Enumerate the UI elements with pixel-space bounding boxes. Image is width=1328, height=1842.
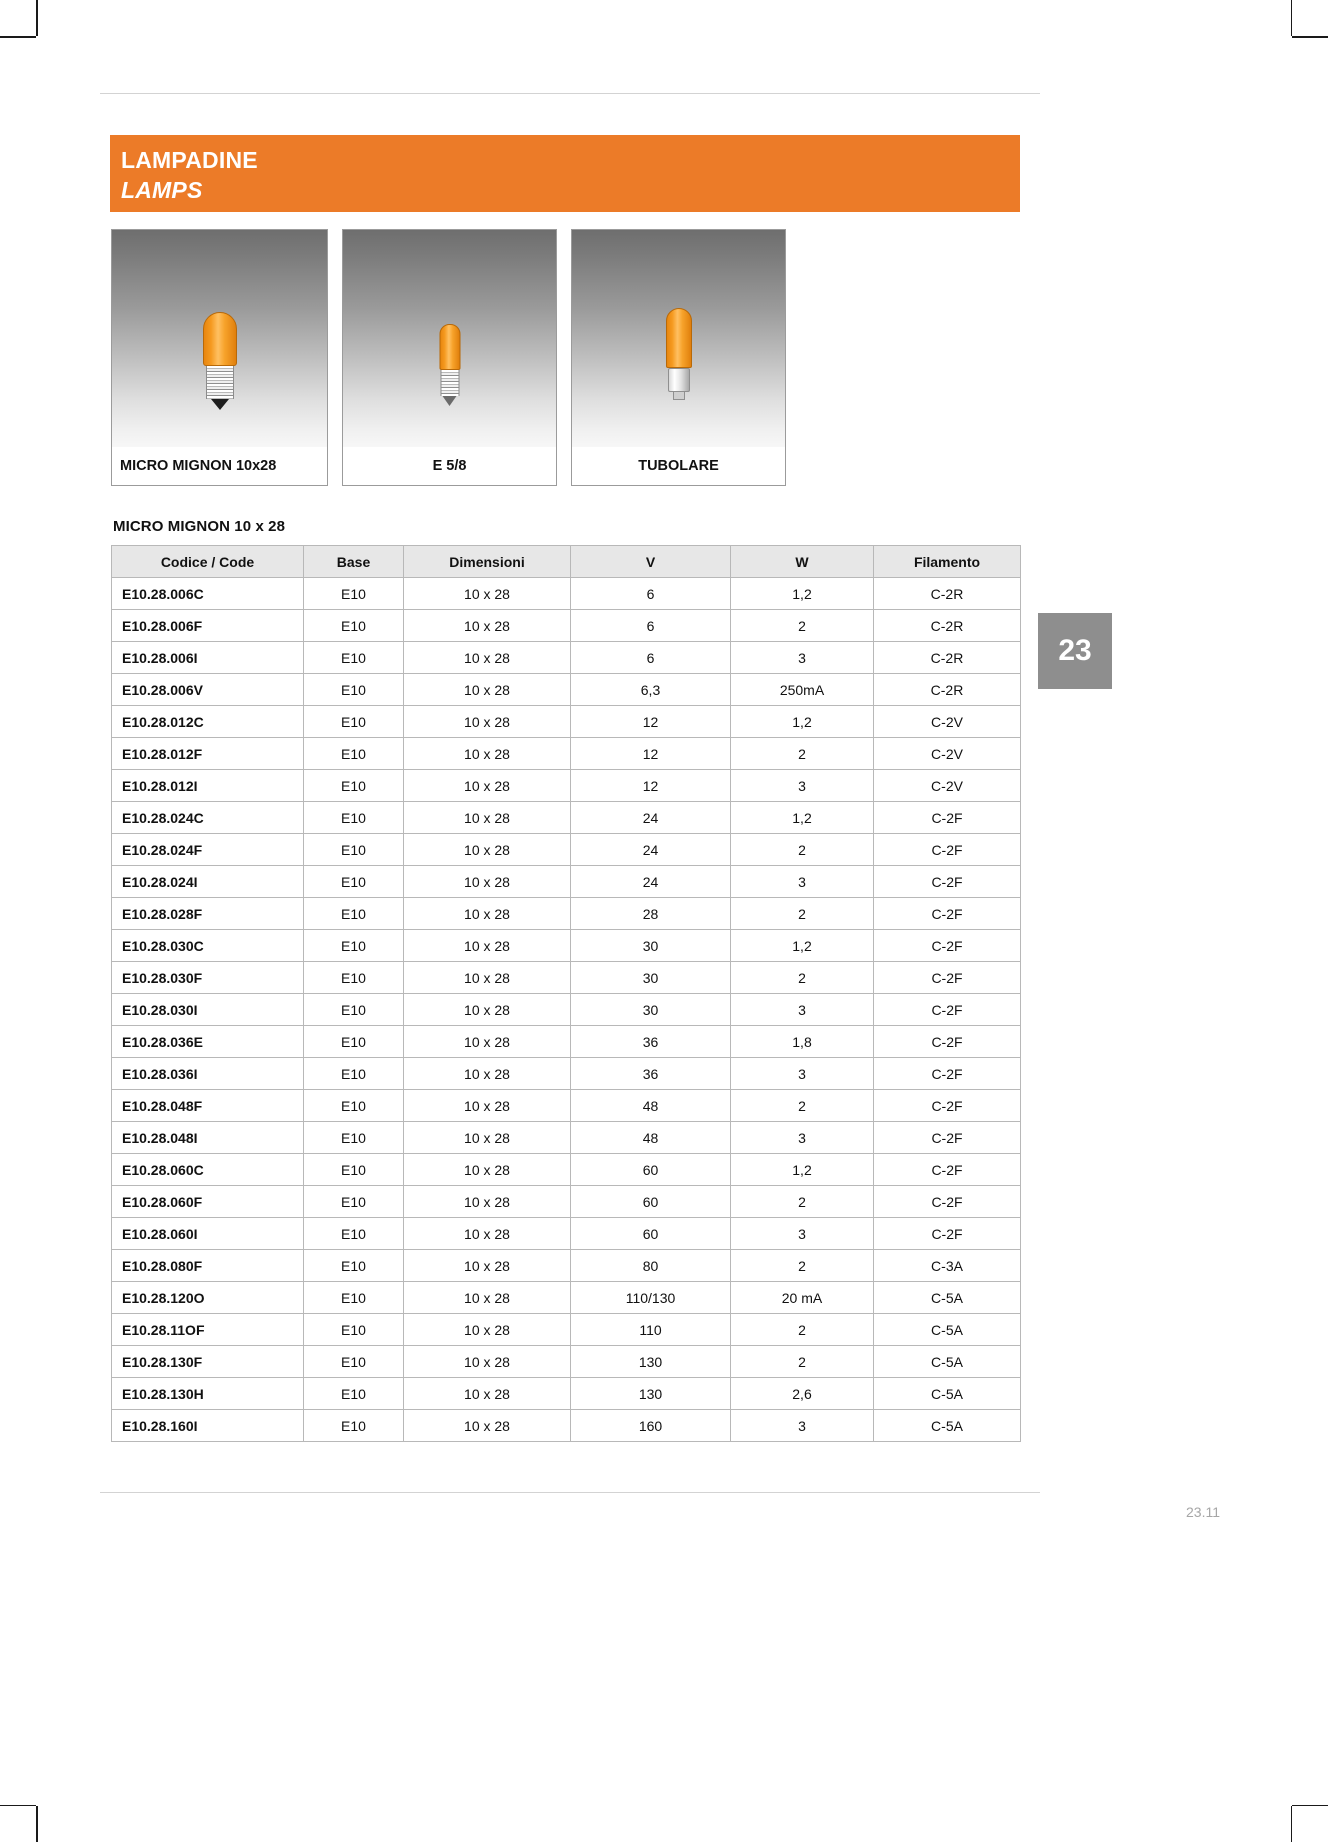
table-column-header: V [571,546,731,578]
table-cell: E10 [304,802,404,834]
banner-title-english: LAMPS [121,177,203,203]
spec-table-container [111,545,1020,1442]
table-cell-code: E10.28.048I [112,1122,304,1154]
table-cell: C-2F [874,994,1021,1026]
table-cell: 10 x 28 [404,1282,571,1314]
crop-mark-bottom-right-vertical [1291,1806,1293,1842]
table-cell: 1,2 [731,578,874,610]
table-column-header: Base [304,546,404,578]
table-row [112,610,1021,642]
table-cell: 6 [571,642,731,674]
table-cell: 3 [731,994,874,1026]
table-cell: E10 [304,1346,404,1378]
table-cell: 3 [731,642,874,674]
table-cell: E10 [304,994,404,1026]
table-cell-code: E10.28.006C [112,578,304,610]
table-cell: C-2F [874,1026,1021,1058]
table-cell: C-2F [874,866,1021,898]
table-cell: 1,2 [731,930,874,962]
product-tile-e58[interactable] [342,229,557,486]
table-cell: E10 [304,610,404,642]
table-row [112,1410,1021,1442]
table-cell: E10 [304,642,404,674]
table-cell-code: E10.28.060C [112,1154,304,1186]
table-column-header: W [731,546,874,578]
table-cell: 3 [731,1218,874,1250]
table-cell: 2 [731,1250,874,1282]
table-cell-code: E10.28.006F [112,610,304,642]
table-cell-code: E10.28.012I [112,770,304,802]
table-cell: 10 x 28 [404,1314,571,1346]
table-cell-code: E10.28.130H [112,1378,304,1410]
table-cell: E10 [304,1378,404,1410]
table-cell: 10 x 28 [404,866,571,898]
table-row [112,834,1021,866]
table-cell: 3 [731,866,874,898]
table-cell: 12 [571,706,731,738]
table-cell: E10 [304,898,404,930]
table-cell: 10 x 28 [404,1410,571,1442]
table-cell: 48 [571,1122,731,1154]
table-cell: 30 [571,930,731,962]
table-cell: E10 [304,1314,404,1346]
table-cell: C-2F [874,1218,1021,1250]
table-cell: 10 x 28 [404,610,571,642]
table-cell: E10 [304,930,404,962]
table-cell: 6 [571,578,731,610]
table-cell: 1,2 [731,1154,874,1186]
table-cell-code: E10.28.048F [112,1090,304,1122]
table-cell-code: E10.28.030I [112,994,304,1026]
table-cell: E10 [304,962,404,994]
table-cell-code: E10.28.030F [112,962,304,994]
table-cell: 110 [571,1314,731,1346]
table-cell: 10 x 28 [404,1378,571,1410]
table-cell: E10 [304,1090,404,1122]
table-row [112,1186,1021,1218]
table-cell: 20 mA [731,1282,874,1314]
table-cell-code: E10.28.130F [112,1346,304,1378]
table-cell-code: E10.28.024C [112,802,304,834]
table-cell: 60 [571,1154,731,1186]
table-cell: 24 [571,866,731,898]
table-cell: C-2R [874,578,1021,610]
product-tile-caption: MICRO MIGNON 10x28 [112,447,327,485]
table-cell: 2 [731,738,874,770]
table-cell-code: E10.28.012F [112,738,304,770]
table-row [112,642,1021,674]
table-cell: 2 [731,1090,874,1122]
table-row [112,706,1021,738]
table-row [112,962,1021,994]
table-cell: 10 x 28 [404,738,571,770]
table-row [112,994,1021,1026]
table-row [112,770,1021,802]
table-row [112,578,1021,610]
table-cell: E10 [304,1410,404,1442]
table-cell: 10 x 28 [404,578,571,610]
table-cell: 10 x 28 [404,1058,571,1090]
table-cell: 3 [731,1410,874,1442]
table-cell: 10 x 28 [404,930,571,962]
table-cell: E10 [304,770,404,802]
table-cell: 2 [731,1314,874,1346]
table-cell: E10 [304,674,404,706]
banner-title-italian: LAMPADINE [121,147,258,173]
table-cell: 10 x 28 [404,994,571,1026]
spec-table-title: MICRO MIGNON 10 x 28 [113,518,286,535]
table-cell-code: E10.28.006V [112,674,304,706]
table-cell: 2 [731,834,874,866]
spec-table-body [112,578,1021,1442]
crop-mark-top-left-vertical [36,0,38,36]
table-cell: 36 [571,1058,731,1090]
table-cell: C-5A [874,1410,1021,1442]
table-row [112,802,1021,834]
table-cell: 12 [571,770,731,802]
table-row [112,1058,1021,1090]
table-cell: C-2F [874,802,1021,834]
table-row [112,1250,1021,1282]
table-cell: 10 x 28 [404,1122,571,1154]
table-cell: C-2F [874,1186,1021,1218]
table-cell: 10 x 28 [404,770,571,802]
table-cell: C-2F [874,1058,1021,1090]
table-cell: 48 [571,1090,731,1122]
table-cell: 1,8 [731,1026,874,1058]
table-row [112,1026,1021,1058]
table-row [112,738,1021,770]
table-row [112,1090,1021,1122]
table-column-header: Codice / Code [112,546,304,578]
table-cell: 10 x 28 [404,1090,571,1122]
table-row [112,898,1021,930]
table-cell: 80 [571,1250,731,1282]
table-row [112,930,1021,962]
table-cell: E10 [304,1026,404,1058]
table-cell: 130 [571,1378,731,1410]
table-cell: 1,2 [731,802,874,834]
table-row [112,1122,1021,1154]
table-cell: E10 [304,1218,404,1250]
table-cell: 6,3 [571,674,731,706]
table-cell: C-2V [874,706,1021,738]
table-cell: 2 [731,1186,874,1218]
table-cell: 10 x 28 [404,962,571,994]
table-cell: 10 x 28 [404,1154,571,1186]
table-cell: 36 [571,1026,731,1058]
table-header-row [112,546,1021,578]
table-cell: 10 x 28 [404,1346,571,1378]
table-cell: E10 [304,866,404,898]
table-cell: 160 [571,1410,731,1442]
table-cell: C-2F [874,962,1021,994]
table-cell: 3 [731,770,874,802]
table-cell: 30 [571,994,731,1026]
bulb-micro-mignon-icon [203,312,237,410]
spec-table-head [112,546,1021,578]
table-row [112,1346,1021,1378]
table-cell: C-2R [874,674,1021,706]
table-cell: 28 [571,898,731,930]
table-cell: 10 x 28 [404,1250,571,1282]
table-cell: 130 [571,1346,731,1378]
footer-page-number: 23.11 [1186,1504,1220,1520]
table-cell: 12 [571,738,731,770]
product-image-e58 [343,230,556,447]
footer-divider [100,1492,1040,1493]
table-cell: 110/130 [571,1282,731,1314]
table-cell: E10 [304,1154,404,1186]
table-cell: E10 [304,1122,404,1154]
table-cell: 10 x 28 [404,834,571,866]
product-tile-caption: TUBOLARE [572,447,785,485]
table-cell-code: E10.28.080F [112,1250,304,1282]
product-tile-caption: E 5/8 [343,447,556,485]
table-row [112,866,1021,898]
crop-mark-top-right-vertical [1291,0,1293,36]
table-cell: C-5A [874,1282,1021,1314]
table-cell-code: E10.28.160I [112,1410,304,1442]
table-cell: E10 [304,578,404,610]
table-cell-code: E10.28.012C [112,706,304,738]
table-cell: 3 [731,1122,874,1154]
crop-mark-bottom-left-horizontal [0,1805,36,1807]
table-cell: E10 [304,834,404,866]
table-cell: 3 [731,1058,874,1090]
table-cell: C-3A [874,1250,1021,1282]
table-cell: 60 [571,1218,731,1250]
table-cell: C-5A [874,1346,1021,1378]
table-cell: E10 [304,706,404,738]
table-cell-code: E10.28.006I [112,642,304,674]
table-cell-code: E10.28.036E [112,1026,304,1058]
table-cell-code: E10.28.030C [112,930,304,962]
table-cell: 10 x 28 [404,674,571,706]
spec-table [111,545,1021,1442]
table-cell: C-2R [874,610,1021,642]
table-cell: C-2F [874,1122,1021,1154]
table-cell: C-2F [874,834,1021,866]
table-cell-code: E10.28.036I [112,1058,304,1090]
table-row [112,1314,1021,1346]
table-cell: 10 x 28 [404,706,571,738]
table-column-header: Dimensioni [404,546,571,578]
product-tile-tubolare[interactable] [571,229,786,486]
crop-mark-top-right-horizontal [1292,36,1328,38]
table-cell-code: E10.28.060F [112,1186,304,1218]
product-tile-micro-mignon[interactable] [111,229,328,486]
table-cell: 2 [731,1346,874,1378]
table-cell: C-5A [874,1378,1021,1410]
table-cell: 2,6 [731,1378,874,1410]
crop-mark-top-left-horizontal [0,36,36,38]
table-cell-code: E10.28.060I [112,1218,304,1250]
table-cell: E10 [304,1282,404,1314]
page-section-tab: 23 [1038,613,1112,689]
table-cell: 250mA [731,674,874,706]
table-row [112,1282,1021,1314]
table-cell: E10 [304,1058,404,1090]
table-row [112,1218,1021,1250]
table-row [112,1154,1021,1186]
table-cell: E10 [304,1250,404,1282]
table-cell: 24 [571,834,731,866]
header-divider [100,93,1040,94]
table-cell-code: E10.28.024I [112,866,304,898]
table-cell-code: E10.28.024F [112,834,304,866]
section-banner [110,135,1020,212]
table-cell: 6 [571,610,731,642]
crop-mark-bottom-left-vertical [36,1806,38,1842]
table-row [112,674,1021,706]
table-cell-code: E10.28.120O [112,1282,304,1314]
table-column-header: Filamento [874,546,1021,578]
table-cell-code: E10.28.11OF [112,1314,304,1346]
table-cell: C-2R [874,642,1021,674]
table-cell: 24 [571,802,731,834]
table-cell: 10 x 28 [404,802,571,834]
bulb-tubolare-icon [666,308,692,400]
table-cell: 2 [731,610,874,642]
table-cell: E10 [304,738,404,770]
table-cell: 1,2 [731,706,874,738]
table-cell: C-2F [874,898,1021,930]
table-cell: C-2F [874,1090,1021,1122]
table-cell: C-2F [874,1154,1021,1186]
table-cell: 10 x 28 [404,642,571,674]
product-tile-row [111,229,1021,486]
table-cell: 2 [731,962,874,994]
table-cell: 10 x 28 [404,898,571,930]
table-cell: 60 [571,1186,731,1218]
crop-mark-bottom-right-horizontal [1292,1805,1328,1807]
table-cell: 10 x 28 [404,1026,571,1058]
table-cell: C-2F [874,930,1021,962]
table-cell: C-2V [874,738,1021,770]
table-cell: C-5A [874,1314,1021,1346]
table-cell: C-2V [874,770,1021,802]
table-cell-code: E10.28.028F [112,898,304,930]
bulb-e58-icon [439,324,460,406]
product-image-tubolare [572,230,785,447]
table-row [112,1378,1021,1410]
product-image-micro-mignon [112,230,327,447]
table-cell: 30 [571,962,731,994]
table-cell: 2 [731,898,874,930]
table-cell: 10 x 28 [404,1186,571,1218]
table-cell: 10 x 28 [404,1218,571,1250]
table-cell: E10 [304,1186,404,1218]
